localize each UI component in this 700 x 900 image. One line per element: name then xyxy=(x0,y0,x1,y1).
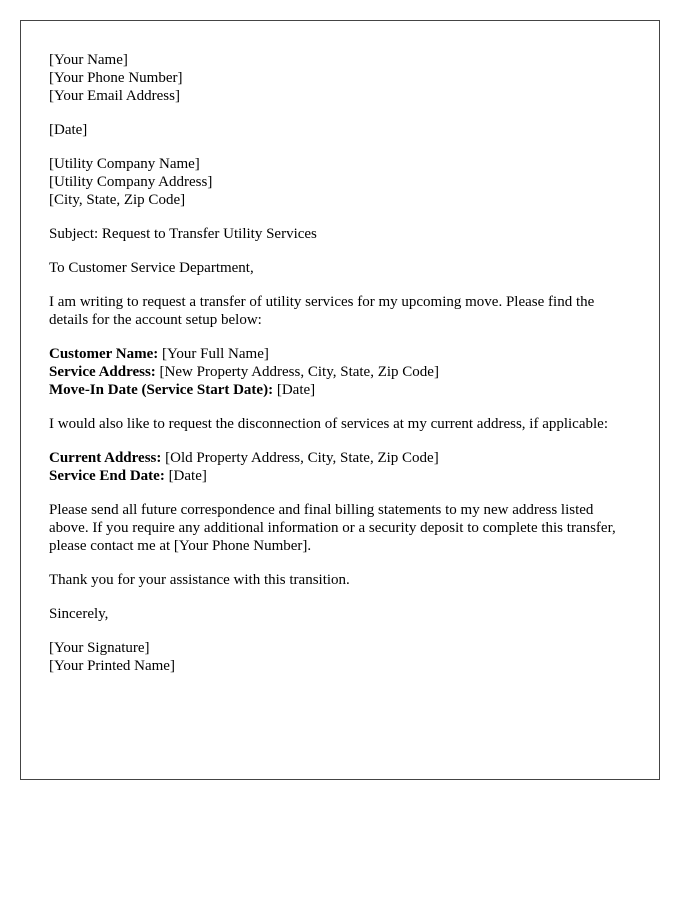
closing: Sincerely, xyxy=(49,606,109,622)
sender-email: [Your Email Address] xyxy=(49,88,180,104)
recipient-address: [Utility Company Address] xyxy=(49,174,213,190)
sender-phone: [Your Phone Number] xyxy=(49,70,183,86)
current-address-label: Current Address: xyxy=(49,450,162,466)
disconnect-paragraph: I would also like to request the disconnection of services at my current address, if applicable: xyxy=(49,416,608,432)
signature-block xyxy=(49,639,631,675)
move-in-date-label: Move-In Date (Service Start Date): xyxy=(49,382,274,398)
date-block xyxy=(49,121,631,139)
sender-name: [Your Name] xyxy=(49,52,128,68)
current-address-value: [Old Property Address, City, State, Zip Code] xyxy=(161,450,439,466)
customer-name-value: [Your Full Name] xyxy=(158,346,269,362)
salutation: To Customer Service Department, xyxy=(49,260,254,276)
service-end-date-row xyxy=(49,467,631,485)
recipient-block xyxy=(49,155,631,209)
thanks-paragraph: Thank you for your assistance with this transition. xyxy=(49,572,350,588)
letter-date: [Date] xyxy=(49,122,88,138)
current-address-row xyxy=(49,449,631,467)
sender-block xyxy=(49,51,631,105)
service-end-date-value: [Date] xyxy=(164,468,207,484)
customer-name-row xyxy=(49,345,631,363)
billing-paragraph: Please send all future correspondence and final billing statements to my new address listed above. If you require any additional information or a security deposit to complete this transfer, please contact me at [Your Phone Number]. xyxy=(49,502,616,554)
subject-line: Subject: Request to Transfer Utility Services xyxy=(49,226,317,242)
recipient-company: [Utility Company Name] xyxy=(49,156,200,172)
intro-paragraph: I am writing to request a transfer of utility services for my upcoming move. Please find the details for the account setup below: xyxy=(49,294,595,328)
service-end-date-label: Service End Date: xyxy=(49,468,165,484)
move-in-date-row xyxy=(49,381,631,399)
service-address-row xyxy=(49,363,631,381)
recipient-city-state-zip: [City, State, Zip Code] xyxy=(49,192,186,208)
service-address-value: [New Property Address, City, State, Zip Code] xyxy=(155,364,439,380)
letter-page xyxy=(20,20,660,780)
move-in-date-value: [Date] xyxy=(273,382,316,398)
printed-name: [Your Printed Name] xyxy=(49,658,175,674)
old-service-details xyxy=(49,449,631,485)
service-address-label: Service Address: xyxy=(49,364,156,380)
customer-name-label: Customer Name: xyxy=(49,346,159,362)
new-service-details xyxy=(49,345,631,399)
signature: [Your Signature] xyxy=(49,640,150,656)
